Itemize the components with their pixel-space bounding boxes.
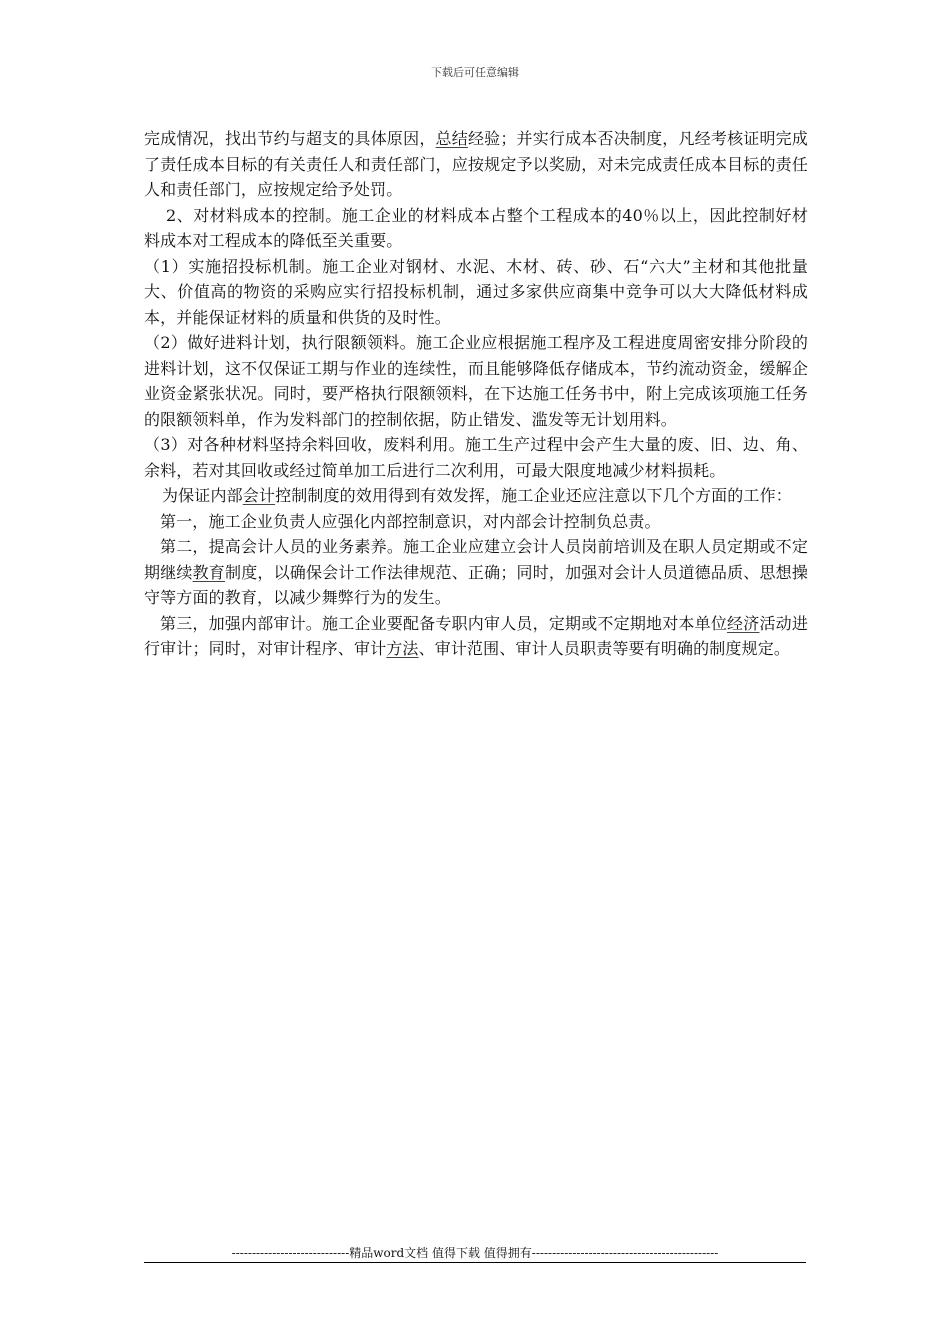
- link-education[interactable]: 教育: [192, 562, 225, 582]
- paragraph-9-text-b: 活动进行审计；同时，对审计程序、审计: [144, 613, 808, 658]
- paragraph-6-text-a: 为保证内部: [162, 486, 243, 505]
- link-summary[interactable]: 总结: [435, 129, 468, 148]
- paragraph-9-text-a: 第三，加强内部审计。施工企业要配备专职内审人员，定期或不定期地对本单位: [160, 613, 728, 633]
- paragraph-2: 2、对材料成本的控制。施工企业的材料成本占整个工程成本的40％以上，因此控制好材料成本对工程成本的降低至关重要。: [144, 205, 808, 250]
- paragraph-1-text-b: 经验；并实行成本否决制度，凡经考核证明完成了责任成本目标的有关责任人和责任部门，应按规定予以奖励，对未完成责任成本目标的责任人和责任部门，应按规定给予处罚。: [144, 129, 809, 199]
- page-footer: [144, 1246, 806, 1261]
- header-text: 下载后可任意编辑: [431, 66, 519, 79]
- paragraph-8: [144, 534, 808, 611]
- footer-text: -----------------------------精品word文档 值得下载 值得拥有----------------------------------------------: [231, 1246, 719, 1260]
- paragraph-5: （3）对各种材料坚持余料回收，废料利用。施工生产过程中会产生大量的废、旧、边、角、余料，若对其回收或经过简单加工后进行二次利用，可最大限度地减少材料损耗。: [144, 435, 808, 480]
- footer-divider: [144, 1262, 806, 1263]
- paragraph-3: （1）实施招投标机制。施工企业对钢材、水泥、木材、砖、砂、石“六大”主材和其他批量大、价值高的物资的采购应实行招投标机制，通过多家供应商集中竞争可以大大降低材料成本，并能保证材料的质量和供货的及时性。: [144, 256, 808, 327]
- document-body: [144, 126, 808, 662]
- paragraph-7: 第一，施工企业负责人应强化内部控制意识，对内部会计控制负总责。: [160, 511, 661, 531]
- paragraph-6-text-b: 控制制度的效用得到有效发挥，施工企业还应注意以下几个方面的工作：: [275, 486, 792, 505]
- paragraph-6: [144, 483, 808, 509]
- link-accounting[interactable]: 会计: [242, 486, 276, 505]
- paragraph-1-text-a: 完成情况，找出节约与超支的具体原因，: [144, 129, 436, 148]
- link-economy[interactable]: 经济: [727, 613, 760, 633]
- link-method[interactable]: 方法: [386, 639, 419, 658]
- paragraph-9: [144, 611, 808, 662]
- paragraph-8-text-b: 制度，以确保会计工作法律规范、正确；同时，加强对会计人员道德品质、思想操守等方面的教育，以减少舞弊行为的发生。: [144, 562, 809, 607]
- paragraph-1: [144, 126, 808, 203]
- paragraph-9-text-c: 、审计范围、审计人员职责等要有明确的制度规定。: [418, 639, 791, 658]
- paragraph-8-text-a: 第二，提高会计人员的业务素养。施工企业应建立会计人员岗前培训及在职人员定期或不定期继续: [144, 537, 808, 582]
- paragraph-4: （2）做好进料计划，执行限额领料。施工企业应根据施工程序及工程进度周密安排分阶段的进料计划，这不仅保证工期与作业的连续性，而且能够降低存储成本，节约流动资金，缓解企业资金紧张状况。同时，要严格执行限额领料，在下达施工任务书中，附上完成该项施工任务的限额领料单，作为发料部门的控制依据，防止错发、滥发等无计划用料。: [144, 333, 808, 429]
- page-header: [0, 66, 950, 80]
